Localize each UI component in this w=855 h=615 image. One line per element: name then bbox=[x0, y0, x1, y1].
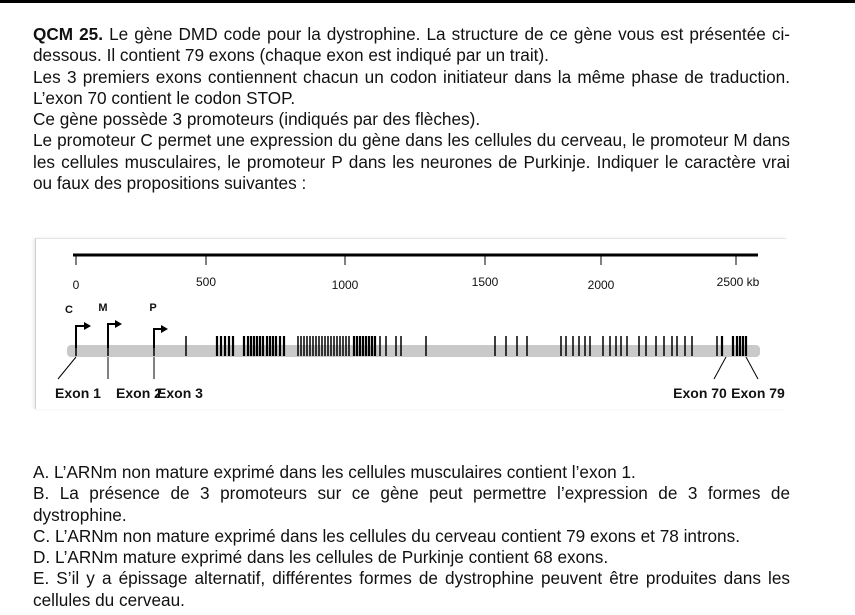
exon-mark bbox=[153, 336, 155, 356]
promoter-m-arrowhead bbox=[115, 320, 122, 328]
exon-mark bbox=[339, 336, 341, 356]
exon-mark bbox=[324, 336, 326, 356]
top-rule bbox=[0, 0, 855, 3]
exon-mark bbox=[259, 336, 261, 356]
exon-mark bbox=[745, 336, 747, 356]
exon-mark bbox=[671, 336, 673, 356]
exon-mark bbox=[312, 336, 314, 356]
exon1-pointer bbox=[58, 357, 76, 379]
exon-mark bbox=[75, 336, 77, 356]
scale-tick-labels bbox=[73, 275, 760, 292]
scale-label-0: 0 bbox=[72, 278, 80, 292]
exon-mark bbox=[400, 336, 402, 356]
question-intro bbox=[33, 24, 790, 194]
exon-mark bbox=[306, 336, 308, 356]
exon-mark bbox=[395, 336, 397, 356]
exon-mark bbox=[216, 336, 218, 356]
exon-mark bbox=[578, 336, 580, 356]
exon-mark bbox=[374, 336, 376, 356]
exon-mark bbox=[589, 336, 591, 356]
exon-mark bbox=[247, 336, 249, 356]
exon-mark bbox=[425, 336, 427, 356]
promoter-c-arrow bbox=[76, 326, 85, 348]
exon-mark bbox=[232, 336, 234, 356]
exon-mark bbox=[333, 336, 335, 356]
exon-mark bbox=[345, 336, 347, 356]
exon-mark bbox=[342, 336, 344, 356]
exon2-label: Exon 2 bbox=[116, 385, 162, 401]
exon-mark bbox=[516, 336, 518, 356]
intro-paragraph-3: Ce gène possède 3 promoteurs (indiqués par des flèches). bbox=[33, 109, 481, 130]
promoter-p-arrowhead bbox=[161, 325, 168, 333]
exon-mark bbox=[572, 336, 574, 356]
exon-mark bbox=[266, 336, 268, 356]
exon-mark bbox=[330, 336, 332, 356]
exon-mark bbox=[691, 336, 693, 356]
promoter-c-label: C bbox=[65, 304, 73, 316]
exon-mark bbox=[676, 336, 678, 356]
exon-mark bbox=[732, 336, 734, 356]
option-b: B. La présence de 3 promoteurs sur ce gène peut permettre l’expression de 3 formes de dystrophine. bbox=[33, 483, 790, 525]
exon-mark bbox=[185, 336, 187, 356]
exon1-label: Exon 1 bbox=[55, 385, 101, 401]
answer-options bbox=[33, 462, 790, 611]
option-d: D. L’ARNm mature exprimé dans les cellules de Purkinje contient 68 exons. bbox=[33, 547, 609, 568]
scale-label-500: 500 bbox=[195, 275, 217, 289]
exon3-label: Exon 3 bbox=[157, 385, 203, 401]
question-number: QCM 25. bbox=[33, 24, 104, 44]
exon-mark bbox=[220, 336, 222, 356]
exon70-pointer bbox=[714, 357, 726, 379]
exon-mark bbox=[359, 336, 361, 356]
exon-mark bbox=[602, 336, 604, 356]
exon-mark bbox=[275, 336, 277, 356]
option-a: A. L’ARNm non mature exprimé dans les cellules musculaires contient l’exon 1. bbox=[33, 462, 636, 482]
scale-label-2000: 2000 bbox=[587, 278, 615, 292]
exon70-label: Exon 70 bbox=[673, 385, 727, 401]
exon-mark bbox=[645, 336, 647, 356]
exon-mark bbox=[321, 336, 323, 356]
exon-mark bbox=[620, 336, 622, 356]
exon-mark bbox=[371, 336, 373, 356]
exon-mark bbox=[663, 336, 665, 356]
exon-mark bbox=[721, 336, 723, 356]
exon-mark bbox=[300, 336, 302, 356]
exon-mark bbox=[739, 336, 741, 356]
exon79-pointer bbox=[746, 357, 758, 379]
exon-mark bbox=[356, 336, 358, 356]
exon-mark bbox=[353, 336, 355, 356]
exon-mark bbox=[269, 336, 271, 356]
exon-mark bbox=[283, 336, 285, 356]
intro-paragraph-1 bbox=[33, 24, 790, 67]
promoter-m-arrow bbox=[108, 324, 116, 348]
intro-text-1: Le gène DMD code pour la dystrophine. La structure de ce gène vous est présentée ci-dessous. Il contient 79 exons (chaque exon est indiqué par un trait). bbox=[33, 24, 790, 66]
exon-mark bbox=[250, 336, 252, 356]
scale-label-2500: 2500 kb bbox=[716, 275, 760, 289]
exon-mark bbox=[565, 336, 567, 356]
exon-mark bbox=[107, 336, 109, 356]
promoter-p-label: P bbox=[149, 302, 157, 314]
gene-diagram bbox=[35, 238, 786, 409]
exon-mark bbox=[655, 336, 657, 356]
scale-label-1000: 1000 bbox=[331, 278, 359, 292]
promoter-m-label: M bbox=[98, 302, 108, 314]
exon-mark bbox=[303, 336, 305, 356]
exon-mark bbox=[638, 336, 640, 356]
exon-mark bbox=[560, 336, 562, 356]
exon-mark bbox=[315, 336, 317, 356]
option-e: E. S’il y a épissage alternatif, différentes formes de dystrophine peuvent être produites dans les cellules du cerveau. bbox=[33, 568, 790, 610]
exon-mark bbox=[379, 336, 381, 356]
exon-mark bbox=[609, 336, 611, 356]
gene-diagram-svg bbox=[36, 239, 786, 409]
exon-mark bbox=[224, 336, 226, 356]
exon-mark bbox=[742, 336, 744, 356]
exon-mark bbox=[505, 336, 507, 356]
exon-mark bbox=[736, 336, 738, 356]
exon-mark bbox=[348, 336, 350, 356]
exon-mark bbox=[309, 336, 311, 356]
exon-mark bbox=[253, 336, 255, 356]
exon-mark bbox=[336, 336, 338, 356]
exon-mark bbox=[318, 336, 320, 356]
exon-mark bbox=[584, 336, 586, 356]
exon-mark bbox=[262, 336, 264, 356]
exon-mark bbox=[362, 336, 364, 356]
exon-mark bbox=[626, 336, 628, 356]
exon-mark bbox=[243, 336, 245, 356]
exon-mark bbox=[297, 336, 299, 356]
intro-paragraph-2: Les 3 premiers exons contiennent chacun un codon initiateur dans la même phase de traduction. L’exon 70 contient le codon STOP. bbox=[33, 66, 790, 108]
exon-mark bbox=[716, 336, 718, 356]
intro-paragraph-4: Le promoteur C permet une expression du gène dans les cellules du cerveau, le promoteur M dans les cellules musculaires, le promoteur P dans les neurones de Purkinje. Indiquer le caractère vrai ou faux des propositions suivantes : bbox=[33, 130, 790, 194]
exon-mark bbox=[526, 336, 528, 356]
exon-mark bbox=[385, 336, 387, 356]
exon79-label: Exon 79 bbox=[731, 385, 785, 401]
exon-mark bbox=[327, 336, 329, 356]
option-c: C. L’ARNm non mature exprimé dans les cellules du cerveau contient 79 exons et 78 introns. bbox=[33, 525, 740, 546]
exon-mark bbox=[615, 336, 617, 356]
exon-mark bbox=[365, 336, 367, 356]
exon-mark bbox=[368, 336, 370, 356]
scale-label-1500: 1500 bbox=[471, 275, 499, 289]
promoter-c-arrowhead bbox=[84, 322, 91, 330]
exon-mark bbox=[494, 336, 496, 356]
exon-mark bbox=[279, 336, 281, 356]
exon-mark bbox=[684, 336, 686, 356]
exon-mark bbox=[272, 336, 274, 356]
exon-mark bbox=[228, 336, 230, 356]
exon-mark bbox=[256, 336, 258, 356]
